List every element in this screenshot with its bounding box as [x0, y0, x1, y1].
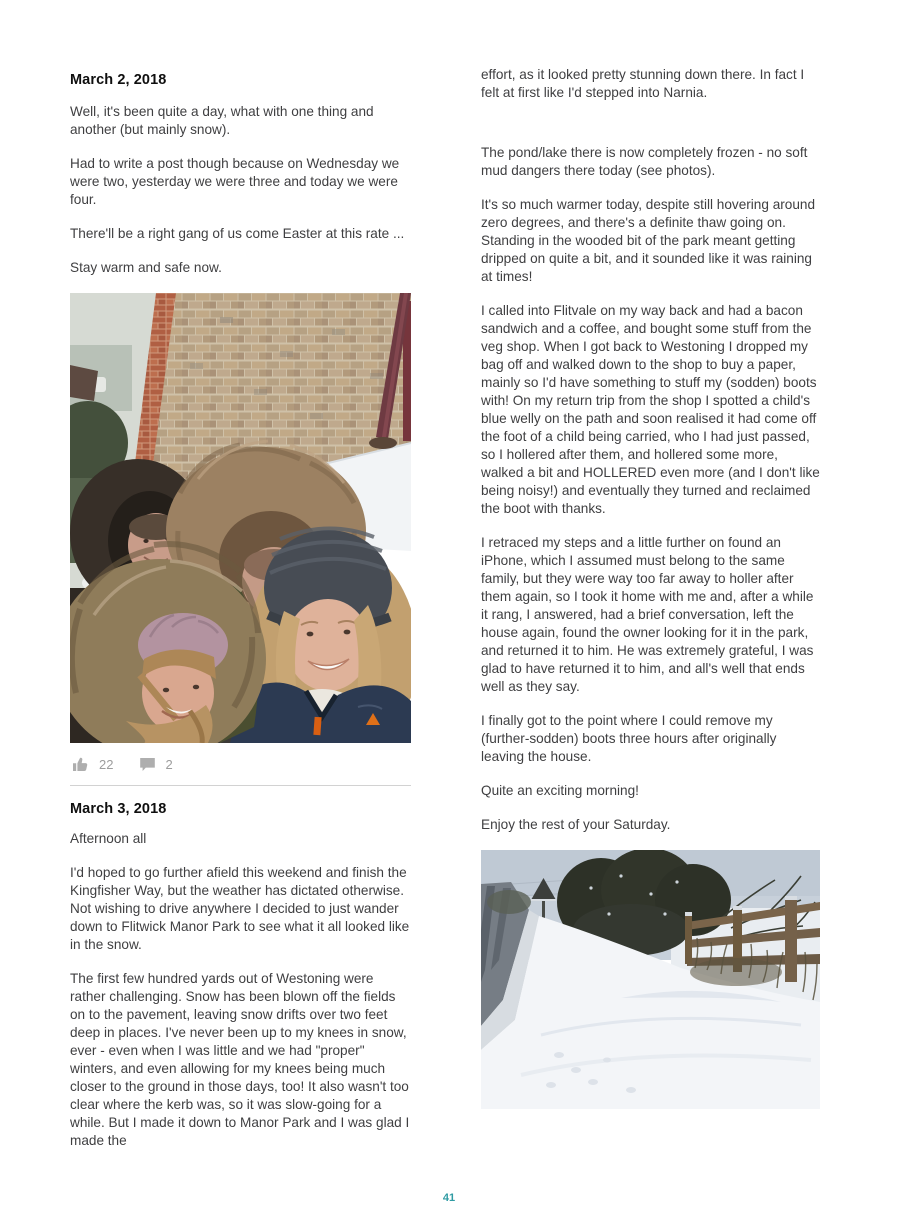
paragraph: The first few hundred yards out of Westoning were rather challenging. Snow has been blown off the fields on to the pavement, leaving snow drifts over two feet deep in places. I've never been up to my knees in snow, ever - even when I was little and we had "proper" winters, and even allowing for my knees being much closer to the ground in those days, too! It also wasn't too clear where the kerb was, so it was slow-going for a while. But I made it down to Manor Park and I was glad I made the [70, 971, 410, 1148]
paragraph: I retraced my steps and a little further on found an iPhone, which I assumed must belong to the same family, but they were way too far away to holler after them again, so I took it home with me and, after a while it rang, I answered, had a brief conversation, left the house again, found the owner looking for it in the park, and returned it to him. He was extremely grateful, I was glad to have returned it to him, and all's well that ends well as they say. [481, 535, 814, 694]
post-date-march3: March 3, 2018 [70, 801, 167, 817]
left-column [70, 60, 411, 1166]
page-number: 41 [442, 1192, 456, 1204]
selfie-photo [70, 293, 411, 743]
paragraph: Enjoy the rest of your Saturday. [481, 817, 671, 832]
snow-road-photo-illustration [481, 850, 820, 1109]
paragraph: The pond/lake there is now completely frozen - no soft mud dangers there today (see photos). [481, 145, 808, 178]
snow-road-photo [481, 850, 820, 1109]
right-column [481, 60, 822, 1109]
post-divider [70, 785, 411, 786]
paragraph: Had to write a post though because on Wednesday we were two, yesterday we were three and today we were four. [70, 156, 400, 207]
paragraph: Stay warm and safe now. [70, 260, 222, 275]
paragraph: I'd hoped to go further afield this weekend and finish the Kingfisher Way, but the weather has dictated otherwise. Not wishing to drive anywhere I decided to just wander down to Flitwick Manor Park to see what it all looked like in the snow. [70, 865, 410, 952]
paragraph: There'll be a right gang of us come Easter at this rate ... [70, 226, 405, 241]
paragraph: I finally got to the point where I could remove my (further-sodden) boots three hours after originally leaving the house. [481, 713, 777, 764]
paragraph: Well, it's been quite a day, what with one thing and another (but mainly snow). [70, 104, 374, 137]
paragraph: I called into Flitvale on my way back and had a bacon sandwich and a coffee, and bought some stuff from the veg shop. When I got back to Westoning I dropped my bag off and walked down to the shop to buy a paper, mainly so I'd have something to stuff my (sodden) boots with! On my return trip from the shop I spotted a child's blue welly on the path and soon realised it had come off the foot of a child being carried, who I had just passed, so I hollered after them, and hollered some more, walked a bit and HOLLERED even more (and I don't like being noisy!) and eventually they turned and reclaimed the boot with thanks. [481, 303, 820, 516]
paragraph: Afternoon all [70, 831, 147, 846]
post-date-march2: March 2, 2018 [70, 72, 167, 88]
paragraph: effort, as it looked pretty stunning down there. In fact I felt at first like I'd stepped into Narnia. [481, 67, 805, 100]
thumbs-up-icon [72, 756, 90, 772]
paragraph: It's so much warmer today, despite still hovering around zero degrees, and there's a definite thaw going on. Standing in the wooded bit of the park meant getting dripped on quite a bit, and it sounded like it was raining at times! [481, 197, 816, 284]
paragraph: Quite an exciting morning! [481, 783, 639, 798]
post-meta-bar [72, 756, 411, 772]
comment-count: 2 [165, 756, 173, 772]
selfie-photo-illustration [70, 293, 411, 743]
like-count: 22 [99, 756, 114, 772]
comment-icon [139, 757, 156, 772]
